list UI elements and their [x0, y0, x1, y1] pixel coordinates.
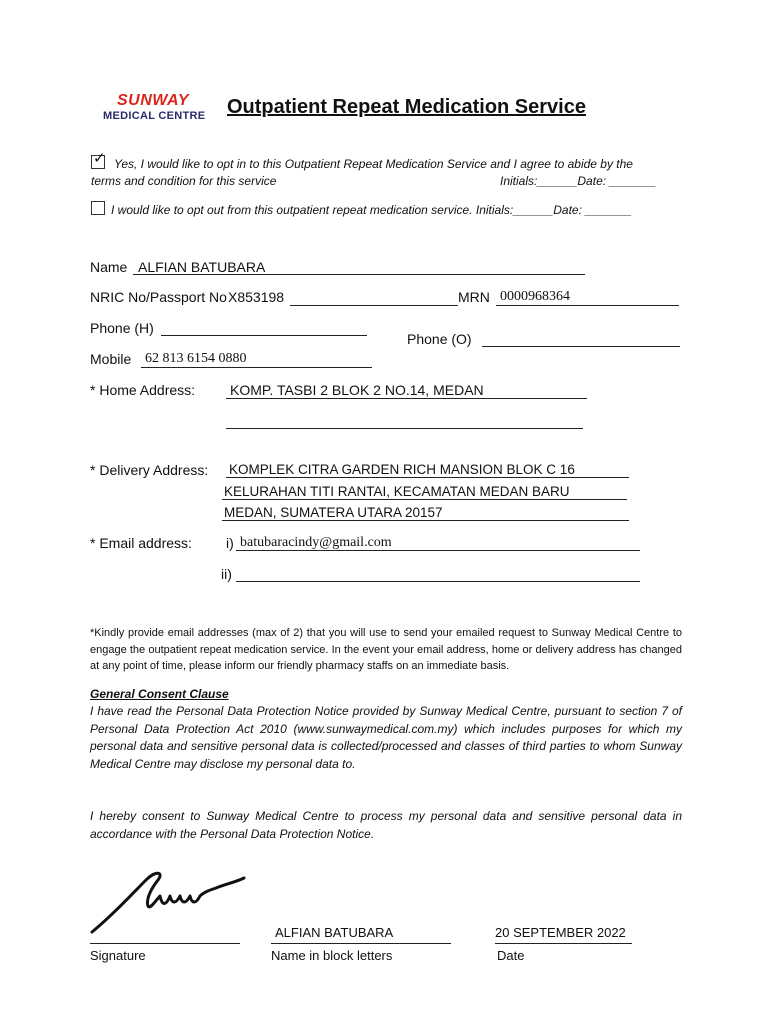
home-address-underline1 [226, 398, 587, 399]
mobile-label: Mobile [90, 351, 132, 367]
delivery-address-underline2 [222, 499, 627, 500]
email-field-2[interactable] [236, 581, 640, 582]
check-icon: ✓ [93, 150, 106, 167]
opt-in-text-line1: Yes, I would like to opt in to this Outpatient Repeat Medication Service and I agree to abide by the [114, 157, 633, 171]
home-address-label: * Home Address: [90, 382, 196, 398]
consent-paragraph: I have read the Personal Data Protection Notice provided by Sunway Medical Centre, pursuant to section 7 of Personal Data Protection Act 2010 (www.sunwaymedical.com.my) which includes purposes for which my personal data and sensitive personal data is collected/processed and classes of third parties to whom Sunway Medical Centre may disclose my personal data to. [90, 704, 682, 771]
name-value[interactable]: ALFIAN BATUBARA [138, 259, 266, 275]
form-title: Outpatient Repeat Medication Service [227, 96, 586, 118]
email-i-marker: i) [226, 535, 234, 551]
opt-in-checkbox[interactable] [91, 150, 106, 169]
block-letters-name[interactable]: ALFIAN BATUBARA [275, 925, 394, 940]
phone-home-field[interactable] [161, 335, 367, 336]
phone-office-field[interactable] [482, 346, 680, 347]
delivery-address-label: * Delivery Address: [90, 462, 209, 478]
consent-heading: General Consent Clause [90, 687, 229, 701]
nric-value[interactable]: X853198 [228, 289, 285, 305]
mrn-value[interactable]: 0000968364 [500, 289, 570, 304]
logo-line1: SUNWAY [117, 92, 190, 109]
home-address-line1[interactable]: KOMP. TASBI 2 BLOK 2 NO.14, MEDAN [230, 382, 484, 398]
phone-home-label: Phone (H) [90, 320, 154, 336]
delivery-address-line1[interactable]: KOMPLEK CITRA GARDEN RICH MANSION BLOK C 16 [229, 462, 575, 477]
email-label: * Email address: [90, 535, 192, 551]
signature-line[interactable] [90, 943, 240, 944]
email-ii-marker: ii) [221, 566, 232, 582]
email-note: *Kindly provide email addresses (max of 2) that you will use to send your emailed request to Sunway Medical Centre to engage the outpatient repeat medication service. In the event your email address, home or delivery address has changed at any point of time, please inform our friendly pharmacy staffs on an immediate basis. [90, 627, 682, 672]
name-underline [133, 274, 585, 275]
date-line [495, 943, 632, 944]
phone-office-label: Phone (O) [407, 331, 472, 347]
date-label: Date [497, 948, 525, 963]
mrn-label: MRN [458, 289, 490, 305]
mobile-underline [141, 367, 372, 368]
home-address-underline2[interactable] [226, 428, 583, 429]
signature-label: Signature [90, 948, 146, 963]
mrn-underline [496, 305, 679, 306]
block-letters-line [271, 943, 451, 944]
consent-agreement: I hereby consent to Sunway Medical Centre to process my personal data and sensitive personal data in accordance with the Personal Data Protection Notice. [90, 809, 682, 841]
nric-label: NRIC No/Passport No [90, 289, 227, 305]
delivery-address-underline3 [222, 520, 629, 521]
name-label: Name [90, 259, 128, 275]
delivery-address-line3[interactable]: MEDAN, SUMATERA UTARA 20157 [224, 505, 443, 520]
opt-out-text: I would like to opt out from this outpatient repeat medication service. Initials:______Date: _______ [111, 203, 632, 217]
email-underline1 [236, 550, 640, 551]
logo-line2: MEDICAL CENTRE [103, 110, 206, 122]
block-letters-label: Name in block letters [271, 948, 393, 963]
opt-in-text-line2: terms and condition for this service [91, 174, 277, 188]
opt-in-initials-date: Initials:______Date: _______ [500, 174, 657, 188]
email-value[interactable]: batubaracindy@gmail.com [240, 535, 392, 550]
mobile-value[interactable]: 62 813 6154 0880 [145, 351, 247, 366]
sunway-logo [103, 92, 205, 122]
date-value[interactable]: 20 SEPTEMBER 2022 [495, 925, 626, 940]
delivery-address-underline1 [226, 477, 629, 478]
opt-out-checkbox[interactable] [91, 201, 105, 215]
nric-underline [290, 305, 458, 306]
signature-image [86, 866, 251, 938]
delivery-address-line2[interactable]: KELURAHAN TITI RANTAI, KECAMATAN MEDAN BARU [224, 484, 570, 499]
